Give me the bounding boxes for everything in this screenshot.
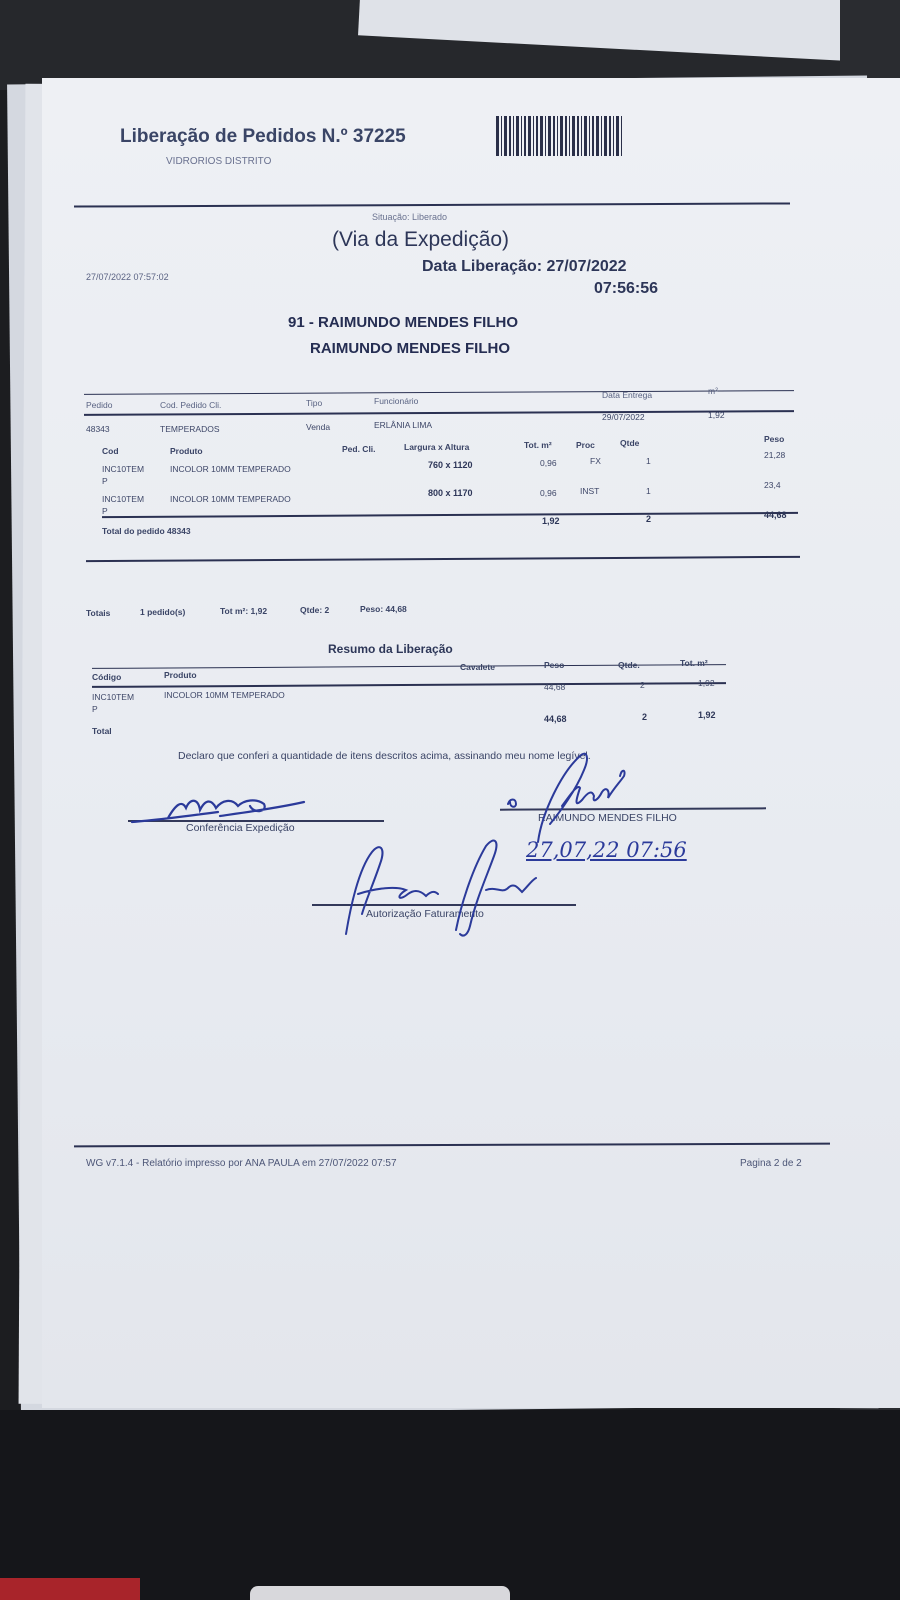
- col-tipo: Tipo: [306, 398, 323, 408]
- totals-m2: Tot m²: 1,92: [220, 606, 268, 616]
- resumo-row-qtde: 2: [640, 680, 645, 690]
- resumo-row-produto: INCOLOR 10MM TEMPERADO: [164, 690, 285, 700]
- resumo-row-peso: 44,68: [544, 682, 566, 692]
- resumo-row-codigo-suffix: P: [92, 704, 98, 714]
- resumo-title: Resumo da Liberação: [328, 642, 453, 656]
- background-red-object: [0, 1578, 140, 1600]
- signature-expedicao: [128, 790, 308, 830]
- resumo-col-qtde: Qtde.: [618, 660, 640, 670]
- copy-label: (Via da Expedição): [332, 228, 510, 251]
- order-total-qtde: 2: [646, 514, 652, 524]
- order-m2: 1,92: [708, 410, 725, 420]
- resumo-total-qtde: 2: [642, 712, 648, 722]
- items-col-peso: Peso: [764, 434, 785, 444]
- resumo-col-tot-m2: Tot. m²: [680, 658, 708, 668]
- resumo-col-codigo: Código: [92, 672, 122, 682]
- items-col-tot-m2: Tot. m²: [524, 440, 552, 450]
- items-col-qtde: Qtde: [620, 438, 640, 448]
- items-col-cod: Cod: [102, 446, 119, 456]
- client-name: RAIMUNDO MENDES FILHO: [310, 340, 510, 357]
- resumo-total-peso: 44,68: [544, 714, 567, 724]
- signature-faturamento: [336, 830, 556, 942]
- order-funcionario: ERLÂNIA LIMA: [374, 420, 433, 430]
- item-1-dims: 760 x 1120: [428, 460, 473, 470]
- item-1-peso: 21,28: [764, 450, 786, 460]
- col-cod-pedido-cli: Cod. Pedido Cli.: [160, 400, 222, 410]
- order-bottom-rule: [86, 556, 800, 562]
- resumo-row-codigo: INC10TEM: [92, 692, 135, 702]
- col-funcionario: Funcionário: [374, 396, 419, 406]
- background-bottom: [0, 1410, 900, 1600]
- footer-printed-by: WG v7.1.4 - Relatório impresso por ANA PAULA em 27/07/2022 07:57: [86, 1158, 397, 1169]
- barcode: [496, 116, 622, 156]
- resumo-header-rule: [92, 682, 726, 687]
- company-name: VIDRORIOS DISTRITO: [166, 156, 272, 167]
- order-tipo: Venda: [306, 422, 331, 432]
- resumo-col-produto: Produto: [164, 670, 197, 680]
- item-1-qtde: 1: [646, 456, 651, 466]
- printed-timestamp: 27/07/2022 07:57:02: [86, 272, 169, 282]
- item-1-cod: INC10TEM: [102, 464, 145, 474]
- status-label: Situação: Liberado: [372, 212, 448, 222]
- item-1-proc: FX: [590, 456, 601, 466]
- order-cod-pedido-cli: TEMPERADOS: [160, 424, 220, 434]
- handwritten-date: 27,07,22 07:56: [526, 838, 687, 862]
- item-2-cod: INC10TEM: [102, 494, 145, 504]
- totals-peso: Peso: 44,68: [360, 604, 407, 614]
- header-rule: [74, 202, 790, 207]
- resumo-total-tot-m2: 1,92: [698, 710, 716, 720]
- item-2-produto: INCOLOR 10MM TEMPERADO: [170, 494, 291, 504]
- items-total-rule: [102, 512, 798, 518]
- footer-rule: [74, 1143, 830, 1147]
- order-data-entrega: 29/07/2022: [602, 412, 645, 422]
- release-date: Data Liberação: 27/07/2022: [422, 258, 627, 275]
- signature-caption-cliente: RAIMUNDO MENDES FILHO: [538, 812, 677, 824]
- order-total-m2: 1,92: [542, 516, 560, 526]
- items-col-ped-cli: Ped. Cli.: [342, 444, 376, 454]
- document-sheet: [42, 78, 900, 1408]
- col-pedido: Pedido: [86, 400, 113, 410]
- resumo-total-label: Total: [92, 726, 112, 736]
- order-total-peso: 44,68: [764, 510, 787, 520]
- item-2-peso: 23,4: [764, 480, 781, 490]
- item-1-produto: INCOLOR 10MM TEMPERADO: [170, 464, 291, 474]
- signature-caption-faturamento: Autorização Faturamento: [366, 908, 484, 920]
- order-table-top-rule: [84, 390, 794, 395]
- order-pedido: 48343: [86, 424, 110, 434]
- resumo-col-cavalete: Cavalete: [460, 662, 495, 672]
- items-col-proc: Proc: [576, 440, 595, 450]
- totals-qtde: Qtde: 2: [300, 605, 330, 615]
- background-white-object: [250, 1586, 510, 1600]
- resumo-row-tot-m2: 1,92: [698, 678, 715, 688]
- item-1-tot-m2: 0,96: [540, 458, 557, 468]
- order-total-label: Total do pedido 48343: [102, 526, 191, 536]
- page-number: Pagina 2 de 2: [740, 1158, 802, 1169]
- item-2-cod-suffix: P: [102, 506, 108, 516]
- col-data-entrega: Data Entrega: [602, 390, 653, 400]
- item-2-dims: 800 x 1170: [428, 488, 473, 498]
- release-time: 07:56:56: [594, 280, 659, 297]
- item-2-proc: INST: [580, 486, 600, 496]
- declaration-text: Declaro que conferi a quantidade de itens descritos acima, assinando meu nome legível.: [178, 750, 591, 762]
- order-header-rule: [84, 410, 794, 415]
- items-col-dims: Largura x Altura: [404, 442, 470, 452]
- client-code-name: 91 - RAIMUNDO MENDES FILHO: [288, 314, 519, 331]
- item-1-cod-suffix: P: [102, 476, 108, 486]
- resumo-col-peso: Peso: [544, 660, 565, 670]
- items-col-produto: Produto: [170, 446, 203, 456]
- item-2-qtde: 1: [646, 486, 651, 496]
- totals-label: Totais: [86, 608, 111, 618]
- document-title: Liberação de Pedidos N.º 37225: [120, 126, 406, 147]
- totals-pedidos: 1 pedido(s): [140, 607, 186, 617]
- item-2-tot-m2: 0,96: [540, 488, 557, 498]
- col-m2: m²: [708, 386, 718, 396]
- signature-caption-expedicao: Conferência Expedição: [186, 822, 295, 834]
